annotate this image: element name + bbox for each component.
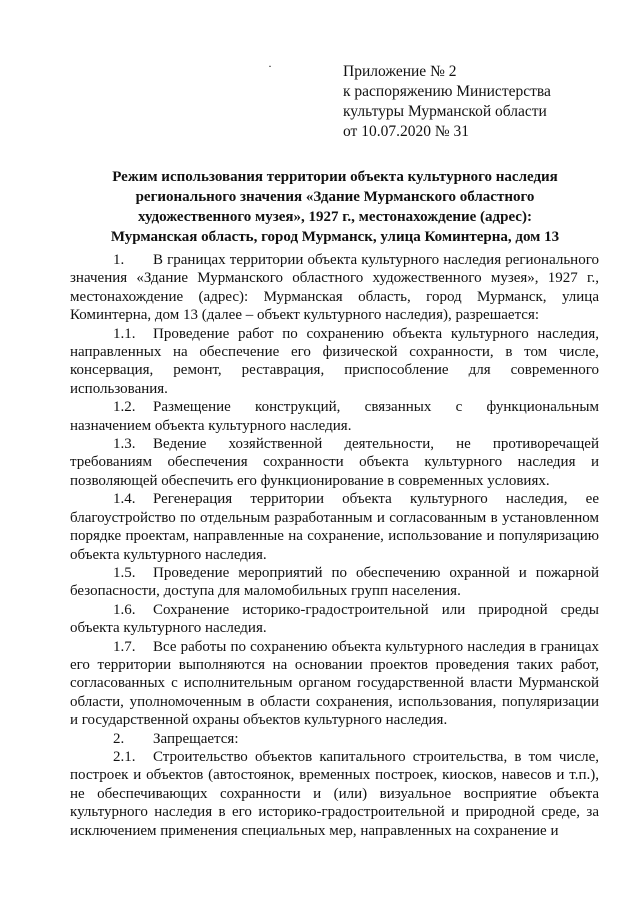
- paragraph-number: 1.2.: [113, 399, 136, 416]
- paragraph-text: Размещение конструкций, связанных с функциональным назначением объекта культурного наследия.: [70, 399, 599, 434]
- paragraph-1-7: [70, 638, 599, 730]
- paragraph-number: 1.6.: [113, 601, 136, 618]
- paragraph-number: 1.7.: [113, 638, 136, 655]
- appendix-header: [343, 62, 623, 142]
- paragraph-text: Проведение работ по сохранению объекта культурного наследия, направленных на обеспечение его физической сохранности, в том числе, консервация, ремонт, реставрация, приспособление для современного использования.: [70, 325, 599, 397]
- paragraph-text: В границах территории объекта культурного наследия регионального значения «Здание Мурманского областного художественного музея», 1927 г., местонахождение (адрес): Мурманская область, город Мурманск, улица Коминтерна, дом 13 (далее – объект культурного наследия), разрешается:: [70, 252, 599, 324]
- paragraph-text: Регенерация территории объекта культурного наследия, ее благоустройство по отдельным разработанным и согласованным в установленном порядке проектам, направленные на сохранение, использование и популяризацию объекта культурного наследия.: [70, 491, 599, 563]
- paragraph-text: Строительство объектов капитального строительства, в том числе, построек и объектов (автостоянок, временных построек, киосков, навесов и т.п.), не обеспечивающих сохранности и (или) визуальное восприятие объекта культурного наследия в его историко-градостроительной и природной среде, за исключением применения специальных мер, направленных на сохранение и: [70, 748, 599, 839]
- paragraph-text: Запрещается:: [153, 730, 239, 747]
- paragraph-2: [70, 730, 599, 748]
- paragraph-1-4: [70, 490, 599, 564]
- paragraph-number: 1.5.: [113, 564, 136, 581]
- paragraph-2-1: [70, 748, 599, 840]
- paragraph-1: [70, 251, 599, 325]
- scan-dot-mark: ·: [268, 59, 272, 73]
- paragraph-1-5: [70, 564, 599, 601]
- title-line-3: художественного музея», 1927 г., местонахождение (адрес):: [138, 209, 532, 225]
- paragraph-text: Сохранение историко-градостроительной или природной среды объекта культурного наследия.: [70, 601, 599, 637]
- paragraph-text: Ведение хозяйственной деятельности, не противоречащей требованиям обеспечения сохранности объекта культурного наследия и позволяющей обеспечить его функционирование в современных условиях.: [70, 436, 599, 489]
- paragraph-number: 1.3.: [113, 436, 136, 453]
- paragraph-text: Все работы по сохранению объекта культурного наследия в границах его территории выполняются на основании проектов проведения таких работ, согласованных с исполнительным органом государственной власти Мурманской области, уполномоченным в области сохранения, использования, популяризации и государственной охраны объектов культурного наследия.: [70, 638, 599, 729]
- paragraph-text: Проведение мероприятий по обеспечению охранной и пожарной безопасности, доступа для маломобильных групп населения.: [70, 564, 599, 600]
- appendix-line-1: Приложение № 2: [343, 63, 457, 80]
- paragraph-number: 2.1.: [113, 748, 136, 765]
- paragraph-1-3: [70, 435, 599, 490]
- document-title: [70, 167, 600, 247]
- appendix-line-2: к распоряжению Министерства: [343, 83, 551, 100]
- paragraph-number: 1.4.: [113, 491, 136, 508]
- paragraph-number: 2.: [113, 730, 125, 747]
- appendix-line-3: культуры Мурманской области: [343, 103, 547, 120]
- appendix-line-4: от 10.07.2020 № 31: [343, 123, 469, 140]
- title-line-1: Режим использования территории объекта культурного наследия: [112, 169, 558, 185]
- paragraph-number: 1.1.: [113, 325, 136, 342]
- paragraph-1-1: [70, 325, 599, 399]
- document-body: [70, 251, 599, 840]
- title-line-4: Мурманская область, город Мурманск, улица Коминтерна, дом 13: [110, 229, 560, 245]
- paragraph-number: 1.: [113, 252, 125, 268]
- paragraph-1-2: [70, 398, 599, 435]
- paragraph-1-6: [70, 601, 599, 638]
- title-line-2: регионального значения «Здание Мурманского областного: [135, 189, 535, 205]
